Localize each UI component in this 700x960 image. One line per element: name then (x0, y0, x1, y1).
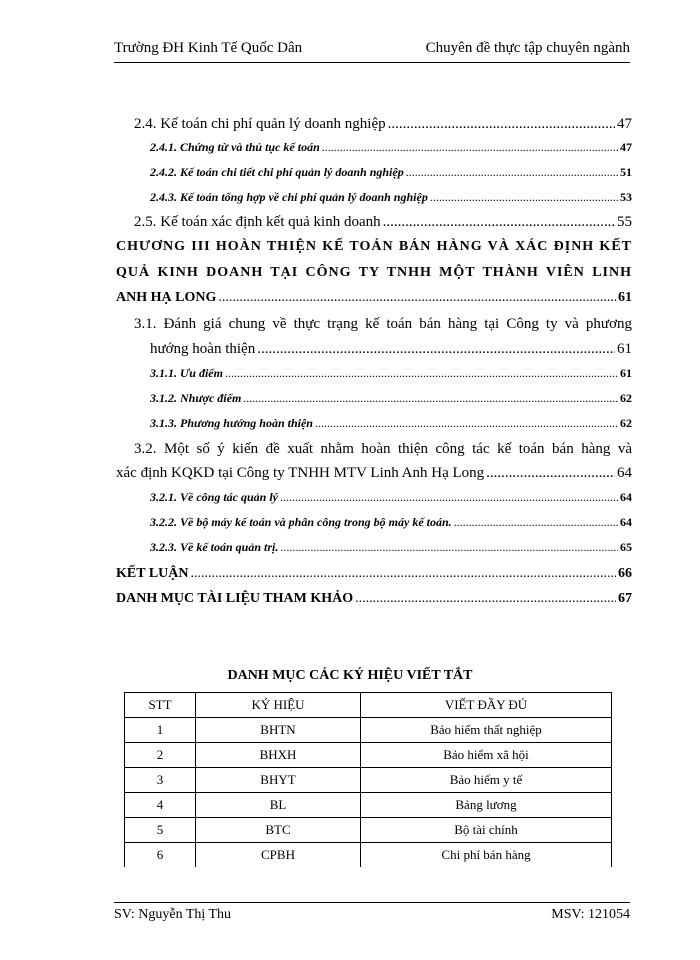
cell-symbol: CPBH (196, 843, 361, 868)
toc-entry-conclusion[interactable]: KẾT LUẬN ..... 66 (116, 566, 632, 582)
toc-entry-3-1-3[interactable]: 3.1.3. Phương hướng hoàn thiện ..... 62 (150, 416, 632, 431)
page-footer (114, 902, 630, 922)
cell-full: Bảo hiểm thất nghiệp (361, 718, 612, 743)
table-row (125, 743, 612, 768)
footer-student: SV: Nguyễn Thị Thu (114, 907, 232, 922)
toc-chapter-3-line2[interactable]: QUẢ KINH DOANH TẠI CÔNG TY TNHH MỘT THÀNH VIÊN LINH (116, 265, 632, 280)
cell-symbol: BTC (196, 818, 361, 843)
cell-full: Bộ tài chính (361, 818, 612, 843)
cell-full: Bảng lương (361, 793, 612, 818)
table-row (125, 718, 612, 743)
cell-full: Chi phí bán hàng (361, 843, 612, 868)
toc-entry-2-5[interactable]: 2.5. Kế toán xác định kết quả kinh doanh ..... 55 (134, 214, 632, 231)
cell-symbol: BL (196, 793, 361, 818)
toc-entry-3-1-line2[interactable]: hướng hoàn thiện ..... 61 (150, 341, 632, 358)
header-subject: Chuyên đề thực tập chuyên ngành (425, 40, 630, 56)
table-row (125, 768, 612, 793)
header-school: Trường ĐH Kinh Tế Quốc Dân (114, 40, 303, 56)
toc-entry-2-4-2[interactable]: 2.4.2. Kế toán chi tiết chi phí quản lý doanh nghiệp ..... 51 (150, 165, 632, 180)
toc-entry-3-2-line1[interactable]: 3.2. Một số ý kiến đề xuất nhằm hoàn thiện công tác kế toán bán hàng và (134, 441, 632, 457)
cell-full: Bảo hiểm y tế (361, 768, 612, 793)
table-header-row (125, 693, 612, 718)
toc-entry-references[interactable]: DANH MỤC TÀI LIỆU THAM KHẢO ..... 67 (116, 591, 632, 607)
column-header-symbol: KÝ HIỆU (196, 693, 361, 718)
toc-entry-3-1-1[interactable]: 3.1.1. Ưu điểm ..... 61 (150, 366, 632, 381)
toc-entry-3-2-3[interactable]: 3.2.3. Về kế toán quản trị. ..... 65 (150, 540, 632, 555)
toc-entry-2-4[interactable]: 2.4. Kế toán chi phí quản lý doanh nghiệp ..... 47 (134, 116, 632, 133)
toc-chapter-3-line1[interactable]: CHƯƠNG III HOÀN THIỆN KẾ TOÁN BÁN HÀNG VÀ XÁC ĐỊNH KẾT (116, 239, 632, 254)
cell-stt: 2 (125, 743, 196, 768)
toc-entry-3-1-2[interactable]: 3.1.2. Nhược điểm ..... 62 (150, 391, 632, 406)
toc-entry-3-2-line2[interactable]: xác định KQKD tại Công ty TNHH MTV Linh Anh Hạ Long ..... 64 (116, 465, 632, 482)
cell-stt: 5 (125, 818, 196, 843)
cell-symbol: BHTN (196, 718, 361, 743)
toc-entry-3-2-1[interactable]: 3.2.1. Về công tác quản lý ..... 64 (150, 490, 632, 505)
abbreviation-table (124, 692, 612, 867)
table-row (125, 793, 612, 818)
column-header-stt: STT (125, 693, 196, 718)
page-header (114, 40, 630, 63)
toc-entry-2-4-3[interactable]: 2.4.3. Kế toán tổng hợp về chi phí quản lý doanh nghiệp ..... 53 (150, 190, 632, 205)
toc-entry-2-4-1[interactable]: 2.4.1. Chứng từ và thủ tục kế toán ..... 47 (150, 140, 632, 155)
cell-symbol: BHXH (196, 743, 361, 768)
cell-stt: 6 (125, 843, 196, 868)
table-row (125, 818, 612, 843)
toc-chapter-3-line3[interactable]: ANH HẠ LONG ..... 61 (116, 290, 632, 306)
toc-entry-3-1-line1[interactable]: 3.1. Đánh giá chung về thực trạng kế toán bán hàng tại Công ty và phương (134, 316, 632, 332)
column-header-full: VIẾT ĐẦY ĐỦ (361, 693, 612, 718)
cell-symbol: BHYT (196, 768, 361, 793)
table-row (125, 843, 612, 868)
abbreviation-table-title: DANH MỤC CÁC KÝ HIỆU VIẾT TẮT (227, 668, 473, 683)
cell-stt: 1 (125, 718, 196, 743)
cell-full: Bảo hiểm xã hội (361, 743, 612, 768)
cell-stt: 3 (125, 768, 196, 793)
footer-student-id: MSV: 121054 (551, 907, 630, 922)
cell-stt: 4 (125, 793, 196, 818)
toc-entry-3-2-2[interactable]: 3.2.2. Về bộ máy kế toán và phân công trong bộ máy kế toán. ..... 64 (150, 515, 632, 530)
